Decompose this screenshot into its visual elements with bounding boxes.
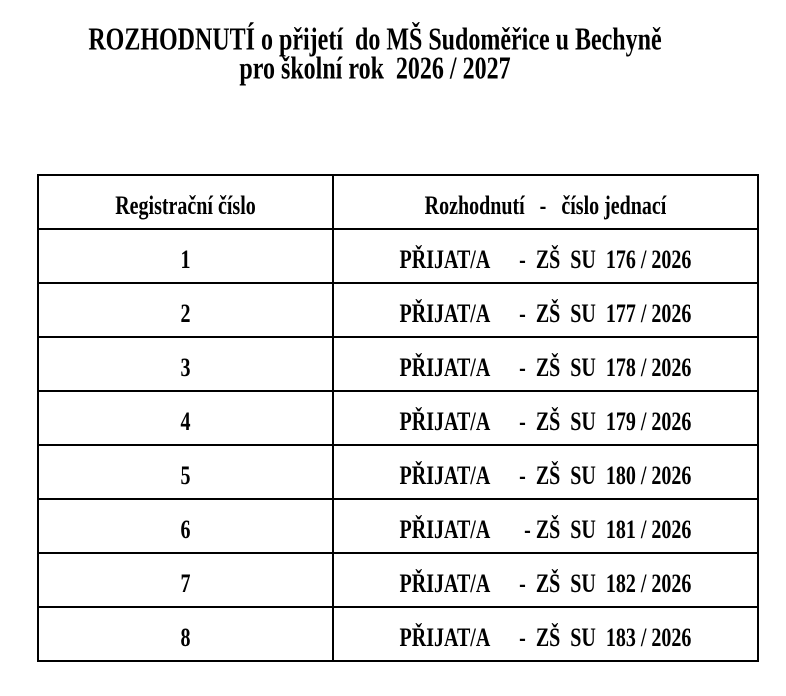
table-row [38,337,758,391]
registration-number-text: 1 [180,246,191,275]
table-row [38,391,758,445]
document-title [0,23,750,89]
decision-cell [333,445,758,499]
registration-number-cell [38,283,333,337]
table-row [38,283,758,337]
registration-number-text: 8 [180,624,191,653]
registration-number-cell [38,499,333,553]
registration-number-cell [38,445,333,499]
decision-cell [333,391,758,445]
decision-text: PŘIJAT/A - ZŠ SU 177 / 2026 [399,300,692,329]
decision-cell [333,229,758,283]
decision-text: PŘIJAT/A - ZŠ SU 179 / 2026 [399,408,692,437]
table-row [38,553,758,607]
registration-number-cell [38,337,333,391]
decision-cell [333,607,758,661]
decision-text: PŘIJAT/A - ZŠ SU 181 / 2026 [399,516,692,545]
column-header-decision-text: Rozhodnutí - číslo jednací [424,192,667,221]
decisions-table [37,174,759,662]
decision-cell [333,553,758,607]
registration-number-cell [38,391,333,445]
table-header-row [38,175,758,229]
decision-text: PŘIJAT/A - ZŠ SU 182 / 2026 [399,570,692,599]
table-row [38,499,758,553]
registration-number-text: 6 [180,516,191,545]
registration-number-text: 7 [180,570,191,599]
decisions-table-body [38,229,758,661]
decision-cell [333,283,758,337]
decision-text: PŘIJAT/A - ZŠ SU 178 / 2026 [399,354,692,383]
document-title-line-1-text: ROZHODNUTÍ o přijetí do MŠ Sudoměřice u Bechyně [88,23,662,58]
decision-text: PŘIJAT/A - ZŠ SU 176 / 2026 [399,246,692,275]
registration-number-text: 2 [180,300,191,329]
registration-number-cell [38,229,333,283]
column-header-registration-number-text: Registrační číslo [115,192,256,221]
document-title-line-2 [0,52,750,89]
registration-number-text: 4 [180,408,191,437]
column-header-registration-number [38,175,333,229]
registration-number-text: 3 [180,354,191,383]
decision-cell [333,337,758,391]
column-header-decision [333,175,758,229]
document-title-line-2-text: pro školní rok 2026 / 2027 [239,52,511,87]
decisions-table-head [38,175,758,229]
table-row [38,229,758,283]
registration-number-text: 5 [180,462,191,491]
decision-text: PŘIJAT/A - ZŠ SU 180 / 2026 [399,462,692,491]
decision-cell [333,499,758,553]
registration-number-cell [38,607,333,661]
decision-text: PŘIJAT/A - ZŠ SU 183 / 2026 [399,624,692,653]
registration-number-cell [38,553,333,607]
table-row [38,445,758,499]
table-row [38,607,758,661]
